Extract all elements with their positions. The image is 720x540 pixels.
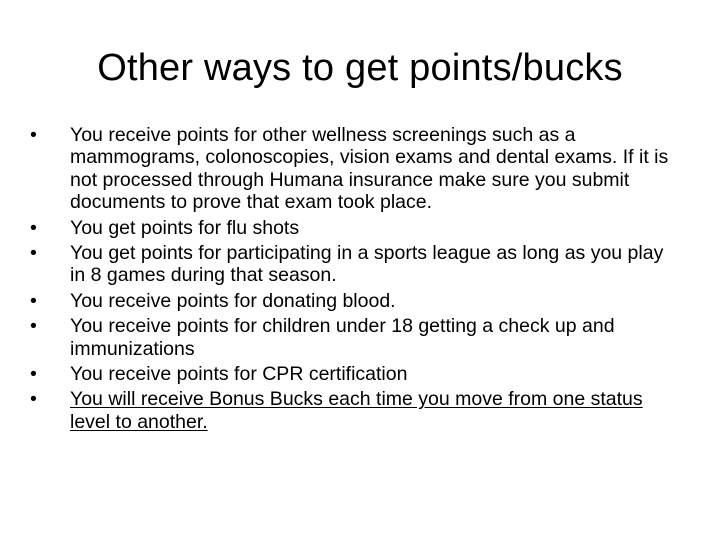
bullet-list	[30, 124, 680, 436]
slide-title: Other ways to get points/bucks	[97, 47, 623, 89]
bullet-dot: •	[30, 216, 37, 239]
bullet-dot: •	[30, 363, 37, 386]
bullet-dot: •	[30, 315, 37, 338]
bullet-text: You get points for participating in a sports league as long as you play in 8 games during that season.	[70, 242, 664, 287]
bullet-item	[30, 124, 680, 214]
bullet-text: You receive points for donating blood.	[70, 289, 396, 312]
bullet-item	[30, 363, 680, 385]
bullet-text: You receive points for other wellness screenings such as a mammograms, colonoscopies, vision exams and dental exams. If it is not processed through Humana insurance make sure you submit documents to prove that exam took place.	[70, 124, 669, 214]
bullet-text-underlined: You will receive Bonus Bucks each time you move from one status level to another.	[70, 388, 643, 433]
bullet-item	[30, 388, 680, 433]
bullet-text: You receive points for CPR certification	[70, 363, 408, 386]
bullet-dot: •	[30, 124, 37, 146]
bullet-text: You get points for flu shots	[70, 216, 300, 239]
bullet-text: You receive points for children under 18 getting a check up and immunizations	[70, 315, 615, 360]
bullet-item	[30, 290, 680, 312]
bullet-item	[30, 217, 680, 239]
bullet-dot: •	[30, 289, 37, 312]
bullet-dot: •	[30, 388, 37, 411]
bullet-item	[30, 242, 680, 287]
bullet-dot: •	[30, 242, 37, 265]
bullet-item	[30, 315, 680, 360]
